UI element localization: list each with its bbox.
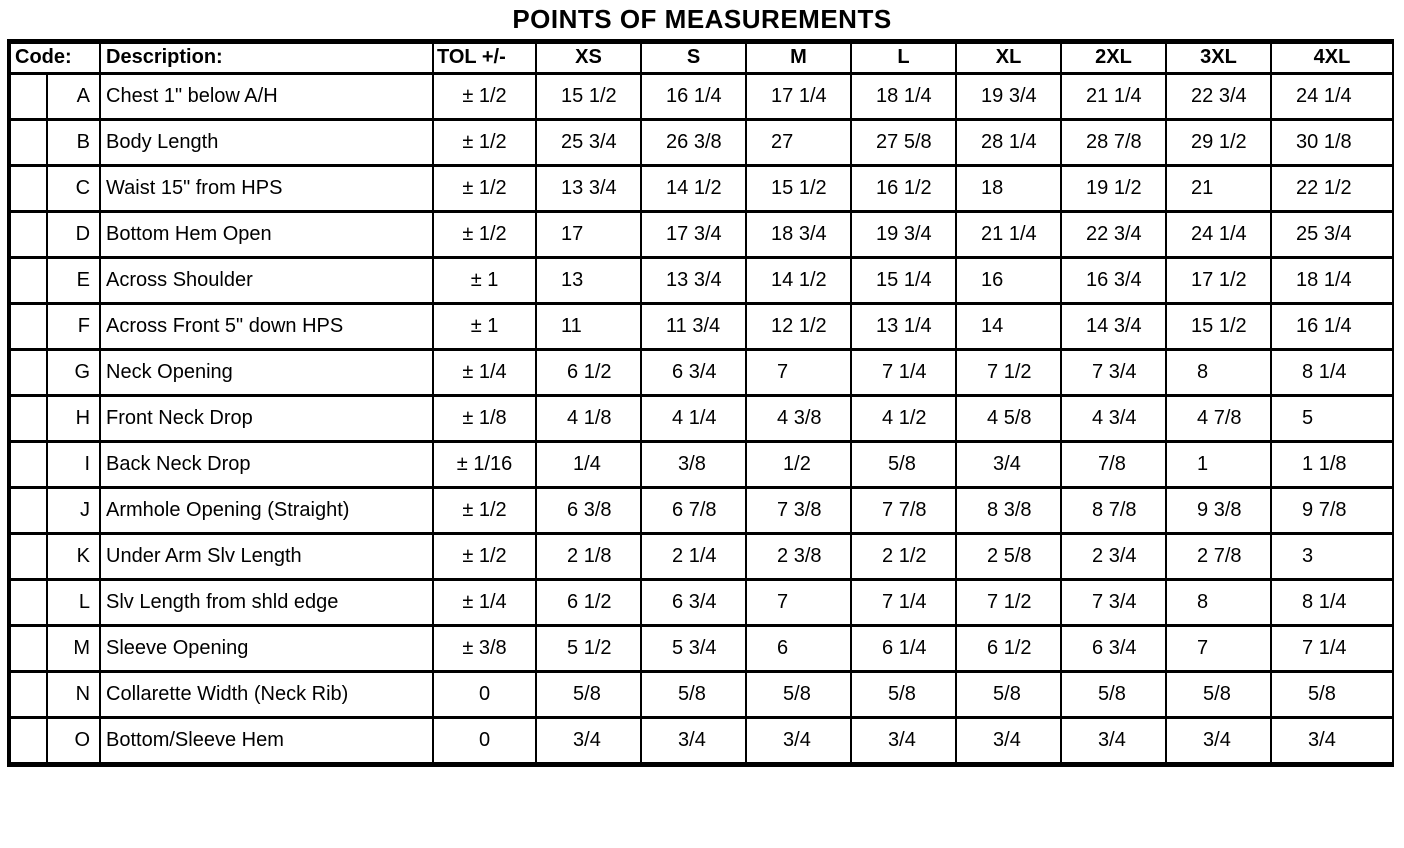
value-cell-xs: 25 3/4 xyxy=(536,119,641,165)
tolerance-cell: 0 xyxy=(433,717,536,763)
value-cell-m: 5/8 xyxy=(746,671,851,717)
header-size-s: S xyxy=(641,42,746,73)
value-cell-xs: 5 1/2 xyxy=(536,625,641,671)
code-letter: M xyxy=(47,625,100,671)
value-cell-s: 13 3/4 xyxy=(641,257,746,303)
table-row-i xyxy=(10,441,1393,487)
value-cell-l: 13 1/4 xyxy=(851,303,956,349)
tolerance-cell: ± 1/2 xyxy=(433,533,536,579)
value-cell-s: 14 1/2 xyxy=(641,165,746,211)
code-blank-cell xyxy=(10,395,47,441)
value-cell-2xl: 19 1/2 xyxy=(1061,165,1166,211)
value-cell-4xl: 16 1/4 xyxy=(1271,303,1393,349)
code-letter: G xyxy=(47,349,100,395)
value-cell-3xl: 5/8 xyxy=(1166,671,1271,717)
value-cell-3xl: 21 xyxy=(1166,165,1271,211)
code-letter: O xyxy=(47,717,100,763)
code-letter: B xyxy=(47,119,100,165)
table-row-n xyxy=(10,671,1393,717)
tolerance-cell: ± 1 xyxy=(433,303,536,349)
value-cell-s: 6 3/4 xyxy=(641,349,746,395)
header-row xyxy=(10,42,1393,73)
value-cell-xl: 6 1/2 xyxy=(956,625,1061,671)
table-row-h xyxy=(10,395,1393,441)
code-letter: E xyxy=(47,257,100,303)
value-cell-4xl: 8 1/4 xyxy=(1271,349,1393,395)
value-cell-3xl: 8 xyxy=(1166,349,1271,395)
tolerance-cell: ± 1/2 xyxy=(433,487,536,533)
value-cell-l: 6 1/4 xyxy=(851,625,956,671)
table-row-j xyxy=(10,487,1393,533)
value-cell-2xl: 21 1/4 xyxy=(1061,73,1166,119)
code-blank-cell xyxy=(10,717,47,763)
value-cell-m: 1/2 xyxy=(746,441,851,487)
value-cell-s: 11 3/4 xyxy=(641,303,746,349)
code-letter: N xyxy=(47,671,100,717)
table-row-d xyxy=(10,211,1393,257)
header-size-3xl: 3XL xyxy=(1166,42,1271,73)
value-cell-l: 4 1/2 xyxy=(851,395,956,441)
value-cell-l: 5/8 xyxy=(851,441,956,487)
value-cell-4xl: 9 7/8 xyxy=(1271,487,1393,533)
table-row-f xyxy=(10,303,1393,349)
value-cell-xl: 8 3/8 xyxy=(956,487,1061,533)
points-of-measurements-table xyxy=(9,41,1394,765)
code-letter: F xyxy=(47,303,100,349)
code-blank-cell xyxy=(10,579,47,625)
description-cell: Back Neck Drop xyxy=(100,441,433,487)
code-blank-cell xyxy=(10,119,47,165)
value-cell-2xl: 5/8 xyxy=(1061,671,1166,717)
value-cell-m: 4 3/8 xyxy=(746,395,851,441)
value-cell-xl: 2 5/8 xyxy=(956,533,1061,579)
description-cell: Front Neck Drop xyxy=(100,395,433,441)
value-cell-m: 18 3/4 xyxy=(746,211,851,257)
table-row-e xyxy=(10,257,1393,303)
value-cell-4xl: 30 1/8 xyxy=(1271,119,1393,165)
header-size-xl: XL xyxy=(956,42,1061,73)
code-letter: D xyxy=(47,211,100,257)
value-cell-3xl: 2 7/8 xyxy=(1166,533,1271,579)
value-cell-xs: 1/4 xyxy=(536,441,641,487)
table-row-c xyxy=(10,165,1393,211)
value-cell-xl: 7 1/2 xyxy=(956,579,1061,625)
description-cell: Bottom Hem Open xyxy=(100,211,433,257)
value-cell-2xl: 14 3/4 xyxy=(1061,303,1166,349)
value-cell-2xl: 28 7/8 xyxy=(1061,119,1166,165)
value-cell-3xl: 17 1/2 xyxy=(1166,257,1271,303)
value-cell-l: 27 5/8 xyxy=(851,119,956,165)
tolerance-cell: ± 3/8 xyxy=(433,625,536,671)
tolerance-cell: ± 1/2 xyxy=(433,119,536,165)
value-cell-m: 17 1/4 xyxy=(746,73,851,119)
value-cell-xl: 18 xyxy=(956,165,1061,211)
description-cell: Chest 1" below A/H xyxy=(100,73,433,119)
value-cell-s: 6 3/4 xyxy=(641,579,746,625)
description-cell: Collarette Width (Neck Rib) xyxy=(100,671,433,717)
table-row-o xyxy=(10,717,1393,763)
value-cell-xs: 4 1/8 xyxy=(536,395,641,441)
code-blank-cell xyxy=(10,349,47,395)
header-size-4xl: 4XL xyxy=(1271,42,1393,73)
value-cell-2xl: 6 3/4 xyxy=(1061,625,1166,671)
value-cell-s: 3/4 xyxy=(641,717,746,763)
value-cell-4xl: 8 1/4 xyxy=(1271,579,1393,625)
value-cell-2xl: 7/8 xyxy=(1061,441,1166,487)
description-cell: Sleeve Opening xyxy=(100,625,433,671)
code-blank-cell xyxy=(10,257,47,303)
table-row-k xyxy=(10,533,1393,579)
value-cell-xl: 4 5/8 xyxy=(956,395,1061,441)
value-cell-l: 16 1/2 xyxy=(851,165,956,211)
value-cell-3xl: 29 1/2 xyxy=(1166,119,1271,165)
code-letter: C xyxy=(47,165,100,211)
code-blank-cell xyxy=(10,487,47,533)
code-letter: K xyxy=(47,533,100,579)
value-cell-4xl: 1 1/8 xyxy=(1271,441,1393,487)
description-cell: Armhole Opening (Straight) xyxy=(100,487,433,533)
value-cell-l: 7 1/4 xyxy=(851,349,956,395)
description-cell: Bottom/Sleeve Hem xyxy=(100,717,433,763)
value-cell-xs: 2 1/8 xyxy=(536,533,641,579)
value-cell-xl: 21 1/4 xyxy=(956,211,1061,257)
code-blank-cell xyxy=(10,441,47,487)
description-cell: Under Arm Slv Length xyxy=(100,533,433,579)
value-cell-xs: 13 xyxy=(536,257,641,303)
code-letter: L xyxy=(47,579,100,625)
value-cell-xl: 16 xyxy=(956,257,1061,303)
value-cell-xs: 17 xyxy=(536,211,641,257)
value-cell-m: 14 1/2 xyxy=(746,257,851,303)
tolerance-cell: ± 1/4 xyxy=(433,349,536,395)
value-cell-xs: 5/8 xyxy=(536,671,641,717)
value-cell-xl: 5/8 xyxy=(956,671,1061,717)
value-cell-3xl: 9 3/8 xyxy=(1166,487,1271,533)
header-code: Code: xyxy=(10,42,100,73)
value-cell-m: 27 xyxy=(746,119,851,165)
tolerance-cell: ± 1/8 xyxy=(433,395,536,441)
value-cell-3xl: 1 xyxy=(1166,441,1271,487)
value-cell-4xl: 3/4 xyxy=(1271,717,1393,763)
value-cell-xs: 15 1/2 xyxy=(536,73,641,119)
code-letter: H xyxy=(47,395,100,441)
value-cell-m: 2 3/8 xyxy=(746,533,851,579)
value-cell-m: 7 xyxy=(746,579,851,625)
value-cell-s: 26 3/8 xyxy=(641,119,746,165)
description-cell: Neck Opening xyxy=(100,349,433,395)
header-size-xs: XS xyxy=(536,42,641,73)
value-cell-xl: 7 1/2 xyxy=(956,349,1061,395)
value-cell-xs: 6 1/2 xyxy=(536,579,641,625)
value-cell-l: 5/8 xyxy=(851,671,956,717)
value-cell-l: 7 7/8 xyxy=(851,487,956,533)
page-title: POINTS OF MEASUREMENTS xyxy=(512,4,892,34)
measurements-table xyxy=(7,39,1394,767)
value-cell-3xl: 3/4 xyxy=(1166,717,1271,763)
value-cell-xl: 14 xyxy=(956,303,1061,349)
description-cell: Slv Length from shld edge xyxy=(100,579,433,625)
code-blank-cell xyxy=(10,165,47,211)
value-cell-2xl: 22 3/4 xyxy=(1061,211,1166,257)
value-cell-s: 4 1/4 xyxy=(641,395,746,441)
value-cell-3xl: 22 3/4 xyxy=(1166,73,1271,119)
value-cell-xs: 6 1/2 xyxy=(536,349,641,395)
value-cell-xs: 6 3/8 xyxy=(536,487,641,533)
table-row-a xyxy=(10,73,1393,119)
value-cell-2xl: 7 3/4 xyxy=(1061,579,1166,625)
value-cell-xs: 11 xyxy=(536,303,641,349)
table-row-m xyxy=(10,625,1393,671)
value-cell-s: 3/8 xyxy=(641,441,746,487)
value-cell-m: 7 3/8 xyxy=(746,487,851,533)
value-cell-4xl: 7 1/4 xyxy=(1271,625,1393,671)
value-cell-l: 15 1/4 xyxy=(851,257,956,303)
code-blank-cell xyxy=(10,625,47,671)
value-cell-2xl: 7 3/4 xyxy=(1061,349,1166,395)
header-size-m: M xyxy=(746,42,851,73)
value-cell-3xl: 15 1/2 xyxy=(1166,303,1271,349)
code-blank-cell xyxy=(10,73,47,119)
code-blank-cell xyxy=(10,533,47,579)
value-cell-l: 19 3/4 xyxy=(851,211,956,257)
value-cell-3xl: 8 xyxy=(1166,579,1271,625)
code-blank-cell xyxy=(10,671,47,717)
value-cell-s: 5 3/4 xyxy=(641,625,746,671)
tolerance-cell: ± 1/2 xyxy=(433,73,536,119)
tolerance-cell: ± 1/4 xyxy=(433,579,536,625)
tolerance-cell: ± 1/2 xyxy=(433,211,536,257)
value-cell-s: 17 3/4 xyxy=(641,211,746,257)
value-cell-xs: 13 3/4 xyxy=(536,165,641,211)
value-cell-2xl: 8 7/8 xyxy=(1061,487,1166,533)
value-cell-2xl: 4 3/4 xyxy=(1061,395,1166,441)
value-cell-4xl: 5 xyxy=(1271,395,1393,441)
value-cell-4xl: 5/8 xyxy=(1271,671,1393,717)
code-letter: A xyxy=(47,73,100,119)
value-cell-3xl: 7 xyxy=(1166,625,1271,671)
value-cell-xl: 19 3/4 xyxy=(956,73,1061,119)
tolerance-cell: ± 1/2 xyxy=(433,165,536,211)
value-cell-s: 5/8 xyxy=(641,671,746,717)
value-cell-m: 7 xyxy=(746,349,851,395)
code-letter: I xyxy=(47,441,100,487)
value-cell-xl: 3/4 xyxy=(956,441,1061,487)
header-description: Description: xyxy=(100,42,433,73)
value-cell-s: 2 1/4 xyxy=(641,533,746,579)
tolerance-cell: ± 1 xyxy=(433,257,536,303)
header-size-2xl: 2XL xyxy=(1061,42,1166,73)
table-row-b xyxy=(10,119,1393,165)
value-cell-4xl: 25 3/4 xyxy=(1271,211,1393,257)
description-cell: Across Front 5" down HPS xyxy=(100,303,433,349)
code-blank-cell xyxy=(10,211,47,257)
value-cell-l: 7 1/4 xyxy=(851,579,956,625)
value-cell-4xl: 18 1/4 xyxy=(1271,257,1393,303)
value-cell-4xl: 22 1/2 xyxy=(1271,165,1393,211)
value-cell-l: 2 1/2 xyxy=(851,533,956,579)
value-cell-s: 6 7/8 xyxy=(641,487,746,533)
value-cell-xs: 3/4 xyxy=(536,717,641,763)
value-cell-m: 12 1/2 xyxy=(746,303,851,349)
code-letter: J xyxy=(47,487,100,533)
value-cell-2xl: 2 3/4 xyxy=(1061,533,1166,579)
value-cell-l: 18 1/4 xyxy=(851,73,956,119)
header-tolerance: TOL +/- xyxy=(433,42,536,73)
value-cell-3xl: 24 1/4 xyxy=(1166,211,1271,257)
header-size-l: L xyxy=(851,42,956,73)
value-cell-l: 3/4 xyxy=(851,717,956,763)
value-cell-2xl: 3/4 xyxy=(1061,717,1166,763)
description-cell: Across Shoulder xyxy=(100,257,433,303)
value-cell-m: 15 1/2 xyxy=(746,165,851,211)
table-row-l xyxy=(10,579,1393,625)
table-row-g xyxy=(10,349,1393,395)
value-cell-s: 16 1/4 xyxy=(641,73,746,119)
value-cell-m: 3/4 xyxy=(746,717,851,763)
tolerance-cell: ± 1/16 xyxy=(433,441,536,487)
value-cell-m: 6 xyxy=(746,625,851,671)
description-cell: Waist 15" from HPS xyxy=(100,165,433,211)
value-cell-4xl: 24 1/4 xyxy=(1271,73,1393,119)
value-cell-xl: 3/4 xyxy=(956,717,1061,763)
value-cell-4xl: 3 xyxy=(1271,533,1393,579)
description-cell: Body Length xyxy=(100,119,433,165)
value-cell-xl: 28 1/4 xyxy=(956,119,1061,165)
tolerance-cell: 0 xyxy=(433,671,536,717)
code-blank-cell xyxy=(10,303,47,349)
value-cell-2xl: 16 3/4 xyxy=(1061,257,1166,303)
value-cell-3xl: 4 7/8 xyxy=(1166,395,1271,441)
